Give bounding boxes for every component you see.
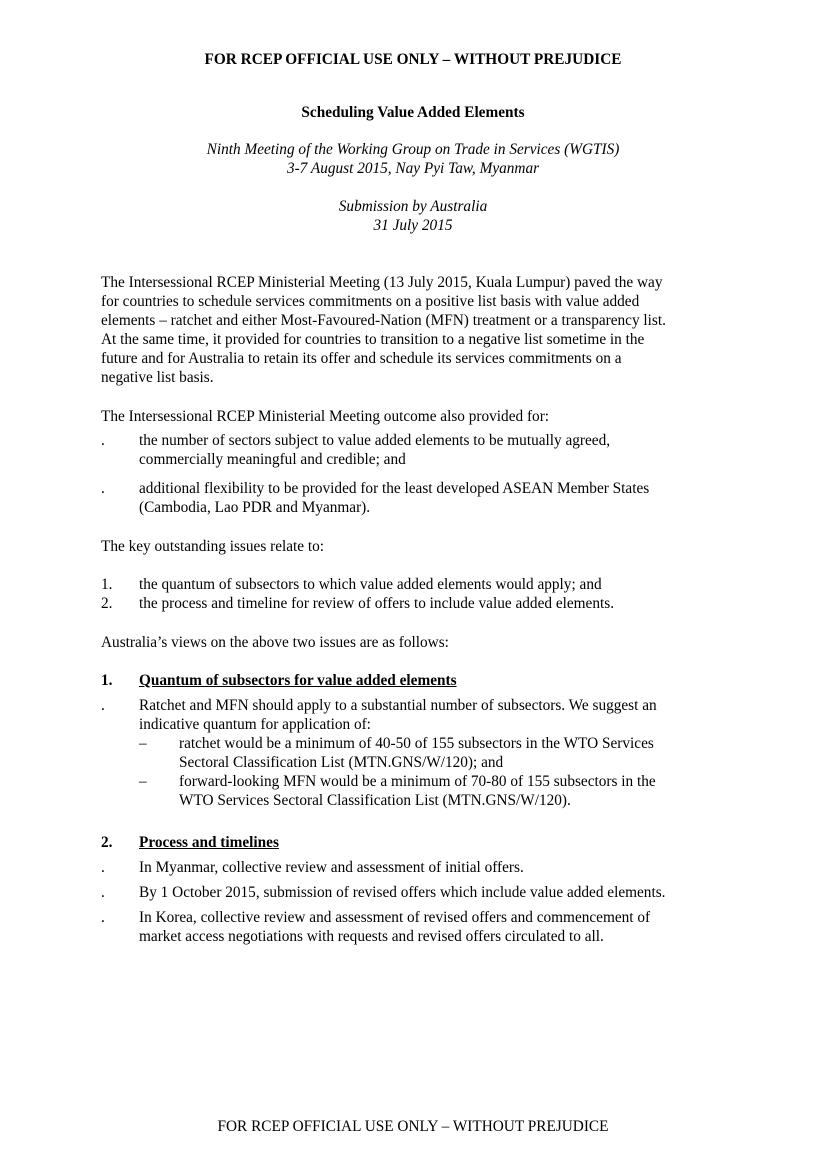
meeting-info <box>0 140 826 178</box>
item-number: 2. <box>101 595 113 612</box>
bullet-mark: . <box>101 909 105 926</box>
submission-info <box>0 197 826 235</box>
text-line: indicative quantum for application of: <box>139 716 371 733</box>
issues-lead: The key outstanding issues relate to: <box>101 538 325 555</box>
section-bullet <box>101 908 731 946</box>
submitter: Submission by Australia <box>338 198 488 215</box>
section-bullet <box>101 696 731 734</box>
text-line: future and for Australia to retain its offer and schedule its services commitments on a <box>101 350 622 367</box>
item-number: 1. <box>101 576 113 593</box>
sub-item <box>101 772 731 810</box>
intro-paragraph <box>101 273 731 387</box>
section-title: Quantum of subsectors for value added elements <box>139 672 457 689</box>
meeting-name: Ninth Meeting of the Working Group on Trade in Services (WGTIS) <box>206 141 620 158</box>
section-number: 1. <box>101 672 113 689</box>
bullet-mark: . <box>101 697 105 714</box>
text-line: commercially meaningful and credible; and <box>139 451 406 468</box>
text-line: negative list basis. <box>101 369 214 386</box>
text-line: At the same time, it provided for countries to transition to a negative list sometime in the <box>101 331 645 348</box>
bullet-mark: . <box>101 432 105 449</box>
section-title: Process and timelines <box>139 834 279 851</box>
text-line: By 1 October 2015, submission of revised offers which include value added elements. <box>139 884 666 901</box>
views-lead: Australia’s views on the above two issues are as follows: <box>101 634 449 651</box>
section-1 <box>101 671 731 810</box>
text-line: additional flexibility to be provided for the least developed ASEAN Member States <box>139 480 650 497</box>
text-line: the number of sectors subject to value added elements to be mutually agreed, <box>139 432 611 449</box>
text-line: The Intersessional RCEP Ministerial Meeting (13 July 2015, Kuala Lumpur) paved the way <box>101 274 663 291</box>
text-line: for countries to schedule services commitments on a positive list basis with value added <box>101 293 640 310</box>
text-line: Sectoral Classification List (MTN.GNS/W/120); and <box>179 754 504 771</box>
text-line: forward-looking MFN would be a minimum of 70-80 of 155 subsectors in the <box>179 773 656 790</box>
dash-mark: – <box>139 773 147 790</box>
classification-footer: FOR RCEP OFFICIAL USE ONLY – WITHOUT PREJUDICE <box>217 1118 609 1135</box>
issue-item <box>101 594 731 613</box>
issues-list <box>101 575 731 613</box>
section-bullet <box>101 858 731 877</box>
bullet-mark: . <box>101 480 105 497</box>
outcome-lead: The Intersessional RCEP Ministerial Meeting outcome also provided for: <box>101 408 550 425</box>
section-heading <box>101 833 731 852</box>
text-line: ratchet would be a minimum of 40-50 of 155 subsectors in the WTO Services <box>179 735 654 752</box>
text-line: the process and timeline for review of offers to include value added elements. <box>139 595 615 612</box>
text-line: WTO Services Sectoral Classification List (MTN.GNS/W/120). <box>179 792 571 809</box>
outcome-bullet <box>101 479 731 517</box>
bullet-mark: . <box>101 884 105 901</box>
dash-mark: – <box>139 735 147 752</box>
section-number: 2. <box>101 834 113 851</box>
section-heading <box>101 671 731 690</box>
meeting-date-location: 3-7 August 2015, Nay Pyi Taw, Myanmar <box>286 160 540 177</box>
classification-header: FOR RCEP OFFICIAL USE ONLY – WITHOUT PREJUDICE <box>204 51 622 68</box>
submission-date: 31 July 2015 <box>373 217 453 234</box>
document-title: Scheduling Value Added Elements <box>301 104 525 121</box>
bullet-mark: . <box>101 859 105 876</box>
sub-item <box>101 734 731 772</box>
issue-item <box>101 575 731 594</box>
text-line: elements – ratchet and either Most-Favoured-Nation (MFN) treatment or a transparency list. <box>101 312 666 329</box>
section-2 <box>101 833 731 946</box>
section-bullet <box>101 883 731 902</box>
text-line: the quantum of subsectors to which value added elements would apply; and <box>139 576 602 593</box>
text-line: market access negotiations with requests and revised offers circulated to all. <box>139 928 604 945</box>
text-line: In Myanmar, collective review and assessment of initial offers. <box>139 859 524 876</box>
text-line: In Korea, collective review and assessment of revised offers and commencement of <box>139 909 651 926</box>
text-line: (Cambodia, Lao PDR and Myanmar). <box>139 499 371 516</box>
outcome-bullet <box>101 431 731 469</box>
text-line: Ratchet and MFN should apply to a substantial number of subsectors. We suggest an <box>139 697 657 714</box>
